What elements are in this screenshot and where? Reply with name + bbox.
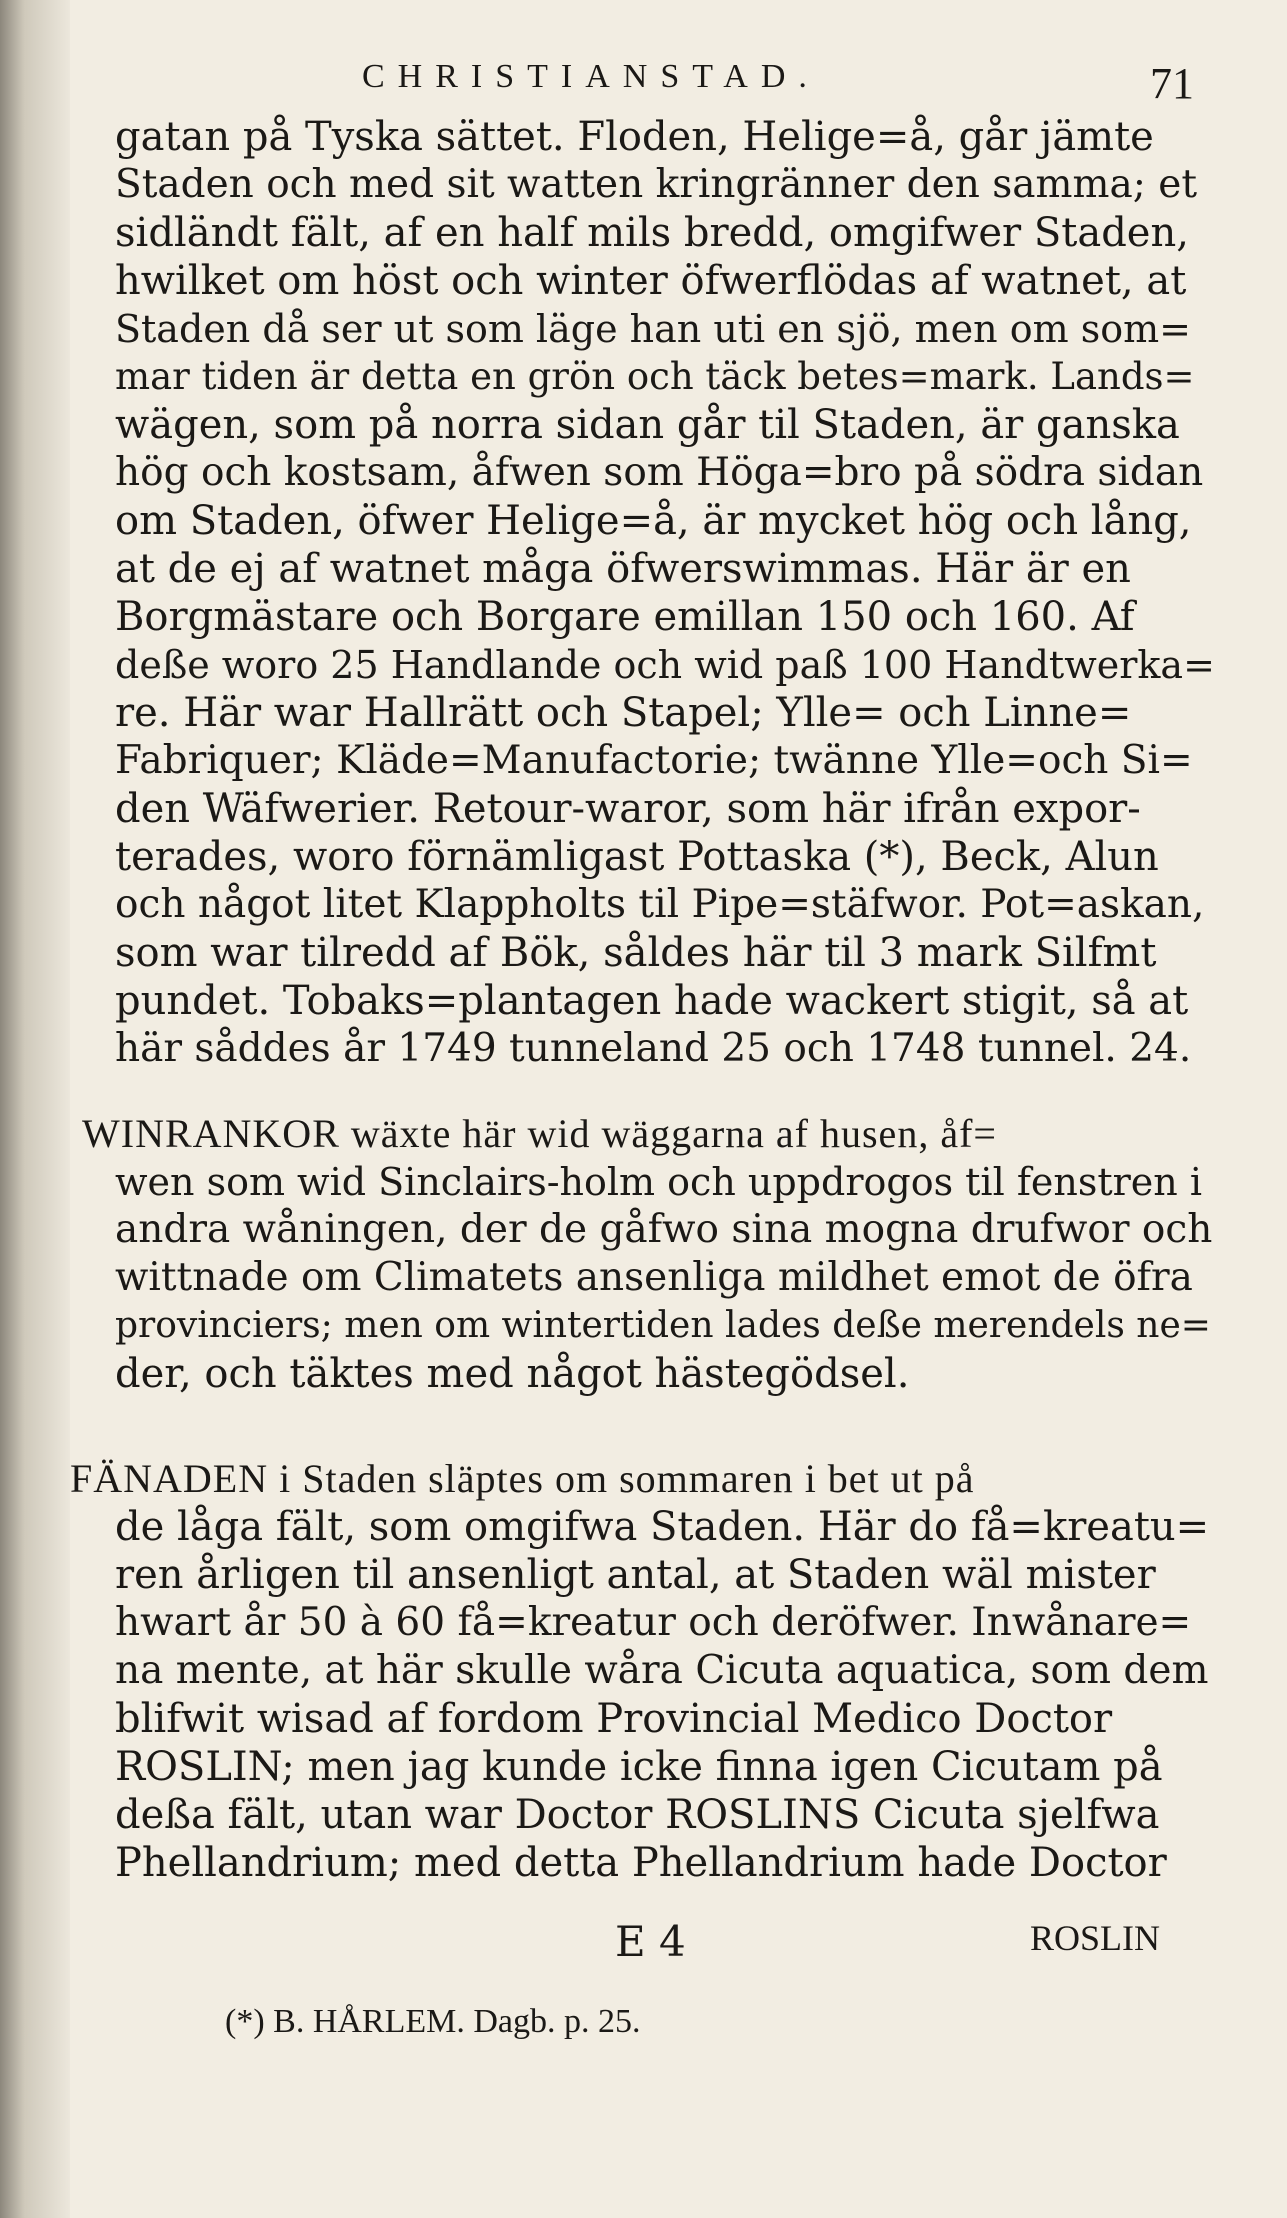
paragraph-start-fanaden: FÄNADEN i Staden släptes om sommaren i bet ut på: [70, 1456, 975, 1501]
text-line: wägen, som på norra sidan går til Staden, är ganska: [115, 402, 1180, 448]
text-line: om Staden, öfwer Helige=å, är mycket hög och lång,: [115, 498, 1192, 544]
text-line: deße woro 25 Handlande och wid paß 100 Handtwerka=: [115, 643, 1215, 687]
text-line: hög och kostsam, åfwen som Höga=bro på södra sidan: [115, 450, 1204, 495]
text-line: ROSLIN; men jag kunde icke finna igen Cicutam på: [115, 1744, 1163, 1790]
signature-mark: E 4: [615, 1917, 686, 1966]
footnote: (*) B. HÅRLEM. Dagb. p. 25.: [225, 2003, 641, 2040]
text-line: Staden då ser ut som läge han uti en sjö, men om som=: [115, 307, 1191, 351]
text-line: provinciers; men om wintertiden lades deße merendels ne=: [115, 1305, 1211, 1346]
text-line: den Wäfwerier. Retour-waror, som här ifrån expor-: [115, 786, 1141, 832]
text-line: na mente, at här skulle wåra Cicuta aquatica, som dem: [115, 1648, 1209, 1693]
text-line: hwart år 50 à 60 få=kreatur och deröfwer. Inwånare=: [115, 1600, 1192, 1645]
text-line: sidländt fält, af en half mils bredd, omgifwer Staden,: [115, 210, 1189, 256]
text-line: Borgmästare och Borgare emillan 150 och 160. Af: [115, 594, 1135, 640]
text-line: här såddes år 1749 tunneland 25 och 1748 tunnel. 24.: [115, 1026, 1192, 1071]
text-line: hwilket om höst och winter öfwerflödas af watnet, at: [115, 258, 1187, 304]
text-line: pundet. Tobaks=plantagen hade wackert stigit, så at: [115, 978, 1189, 1024]
text-line: re. Här war Hallrätt och Stapel; Ylle= och Linne=: [115, 690, 1132, 736]
catchword: ROSLIN: [1030, 1918, 1161, 1958]
text-line: mar tiden är detta en grön och täck betes=mark. Lands=: [115, 355, 1195, 398]
text-line: terades, woro förnämligast Pottaska (*), Beck, Alun: [115, 834, 1159, 880]
page-number: 71: [1150, 59, 1194, 108]
text-line: som war tilredd af Bök, såldes här til 3 mark Silfmt: [115, 930, 1157, 976]
text-line: gatan på Tyska sättet. Floden, Helige=å, går jämte: [115, 114, 1154, 160]
text-line: deßa fält, utan war Doctor ROSLINS Cicuta sjelfwa: [115, 1792, 1160, 1838]
text-line: Fabriquer; Kläde=Manufactorie; twänne Ylle=och Si=: [115, 738, 1193, 783]
text-line: wen som wid Sinclairs-holm och uppdrogos til fenstren i: [115, 1160, 1202, 1204]
text-line: wittnade om Climatets ansenliga mildhet emot de öfra: [115, 1255, 1193, 1300]
text-line: de låga fält, som omgifwa Staden. Här do få=kreatu=: [115, 1504, 1210, 1550]
text-line: Staden och med sit watten kringränner den samma; et: [115, 162, 1198, 207]
text-line: at de ej af watnet måga öfwerswimmas. Här är en: [115, 546, 1131, 592]
text-line: blifwit wisad af fordom Provincial Medico Doctor: [115, 1696, 1113, 1742]
binding-gutter: [0, 0, 70, 2218]
paragraph-start-winrankor: WINRANKOR wäxte här wid wäggarna af husen, åf=: [82, 1111, 997, 1156]
running-head: CHRISTIANSTAD.: [362, 58, 820, 95]
text-line: andra wåningen, der de gåfwo sina mogna drufwor och: [115, 1207, 1213, 1252]
text-line: ren årligen til ansenligt antal, at Staden wäl mister: [115, 1552, 1156, 1598]
text-line: och något litet Klappholts til Pipe=stäfwor. Pot=askan,: [115, 882, 1205, 927]
text-line: der, och täktes med något hästegödsel.: [115, 1351, 910, 1397]
text-line: Phellandrium; med detta Phellandrium hade Doctor: [115, 1840, 1167, 1886]
